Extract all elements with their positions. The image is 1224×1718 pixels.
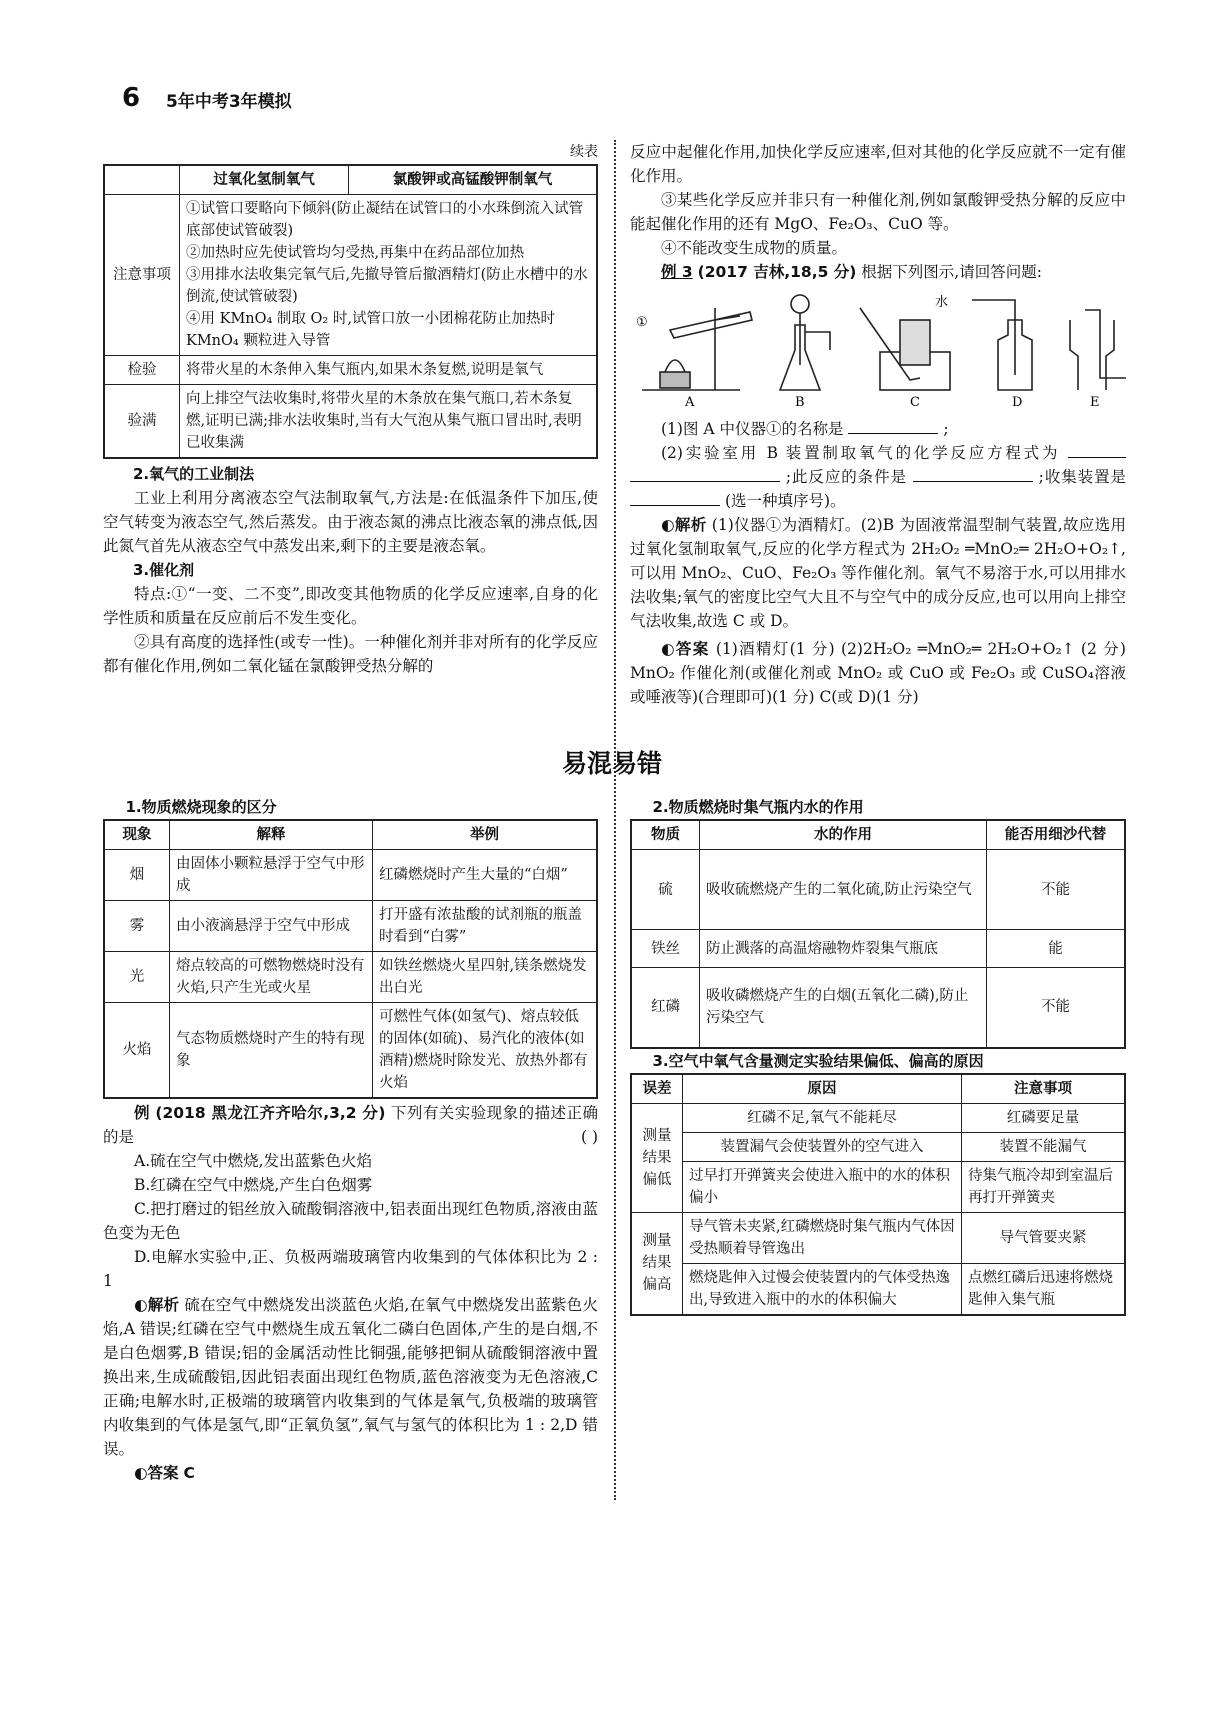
cell: 点燃红磷后迅速将燃烧匙伸入集气瓶 — [962, 1263, 1126, 1315]
fig-label-e: E — [1090, 395, 1100, 408]
group-label: 测量结果偏低 — [631, 1103, 683, 1212]
cell: 可燃性气体(如氢气)、熔点较低的固体(如硫)、易汽化的液体(如酒精)燃烧时除发光、放热外都有火焰 — [373, 1003, 598, 1099]
col-header: 误差 — [631, 1074, 683, 1104]
example-text: 根据下列图示,请回答问题: — [861, 263, 1042, 281]
example-text: 下列有关实验现象的描述正确的是 — [103, 1104, 598, 1146]
fig-marker: ① — [636, 315, 648, 330]
example-source: (2018 黑龙江齐齐哈尔,3,2 分) — [155, 1104, 386, 1122]
cell: 光 — [104, 952, 170, 1003]
answer-blank[interactable] — [848, 417, 938, 434]
cell: 不能 — [987, 968, 1126, 1048]
paragraph: ③某些化学反应并非只有一种催化剂,例如氯酸钾受热分解的反应中能起催化作用的还有 MgO、Fe₂O₃、CuO 等。 — [630, 191, 1126, 233]
full-check-cell: 向上排空气法收集时,将带火星的木条放在集气瓶口,若木条复燃,证明已满;排水法收集时,当有大气泡从集气瓶口冒出时,表明已收集满 — [180, 385, 598, 459]
book-title: 5年中考3年模拟 — [166, 92, 292, 112]
row-label: 检验 — [104, 356, 180, 385]
cell: 不能 — [987, 850, 1126, 930]
col-header: 能否用细沙代替 — [987, 820, 1126, 850]
cell: 由小液滴悬浮于空气中形成 — [170, 901, 373, 952]
option-b: B.红磷在空气中燃烧,产生白色烟雾 — [134, 1176, 373, 1194]
row-label: 验满 — [104, 385, 180, 459]
cell: 由固体小颗粒悬浮于空气中形成 — [170, 850, 373, 901]
cell: 装置漏气会使装置外的空气进入 — [683, 1132, 962, 1161]
group-label: 测量结果偏高 — [631, 1212, 683, 1315]
table-row — [631, 850, 1125, 930]
question-2 — [630, 441, 1126, 513]
answer-text: C — [183, 1464, 195, 1482]
answer-text: (1)酒精灯(1 分) (2)2H₂O₂ ═MnO₂═ 2H₂O+O₂↑ (2 分) MnO₂ 作催化剂(或催化剂或 MnO₂ 或 CuO 或 Fe₂O₃ 或 CuSO₄溶液或唾液等)(合理即可)(1 分) C(或 D)(1 分) — [630, 640, 1126, 706]
cell: 能 — [987, 930, 1126, 968]
table-row — [104, 952, 597, 1003]
table-row — [631, 1212, 1125, 1263]
column-divider — [614, 140, 616, 1500]
section-title: 易混易错 — [561, 749, 662, 778]
answer-tag: ◐答案 — [134, 1464, 179, 1482]
analysis-text: 硫在空气中燃烧发出淡蓝色火焰,在氧气中燃烧发出蓝紫色火焰,A 错误;红磷在空气中燃烧生成五氧化二磷白色固体,产生的是白烟,不是白色烟雾,B 错误;铝的金属活动性比铜强,能够把铜从硫酸铜溶液中置换出来,生成硫酸铝,因此铝表面出现红色物质,蓝色溶液变为无色溶液,C 正确;电解水时,正极端的玻璃管内收集到的气体是氧气,负极端的玻璃管内收集到的气体是氢气,即“正氧负氢”,氧气与氢气的体积比为 1 : 2,D 错误。 — [103, 1296, 598, 1458]
paragraph: 工业上利用分离液态空气法制取氧气,方法是:在低温条件下加压,使空气转变为液态空气,然后蒸发。由于液态氮的沸点比液态氧的沸点低,因此氮气首先从液态空气中蒸发出来,剩下的主要是液态氧。 — [103, 489, 598, 555]
cell: 防止溅落的高温熔融物炸裂集气瓶底 — [700, 930, 987, 968]
analysis-tag: ◐解析 — [661, 516, 707, 534]
table-row — [631, 1161, 1125, 1212]
section-heading: 3.空气中氧气含量测定实验结果偏低、偏高的原因 — [652, 1051, 984, 1070]
cell: 如铁丝燃烧火星四射,镁条燃烧发出白光 — [373, 952, 598, 1003]
fig-label-d: D — [1012, 395, 1023, 408]
analysis-tag: ◐解析 — [134, 1296, 180, 1314]
top-right-column — [630, 140, 1126, 709]
cell: 吸收硫燃烧产生的二氧化硫,防止污染空气 — [700, 850, 987, 930]
paragraph: ④不能改变生成物的质量。 — [661, 239, 848, 257]
answer-block — [630, 637, 1126, 709]
oxygen-error-table — [630, 1073, 1126, 1316]
note-item: ②加热时应先使试管均匀受热,再集中在药品部位加热 — [186, 245, 525, 261]
option-c: C.把打磨过的铝丝放入硫酸铜溶液中,铝表面出现红色物质,溶液由蓝色变为无色 — [103, 1200, 598, 1242]
paragraph: 特点:①“一变、二不变”,即改变其他物质的化学反应速率,自身的化学性质和质量在反应前后不发生变化。 — [103, 585, 598, 627]
cell: 吸收磷燃烧产生的白烟(五氧化二磷),防止污染空气 — [700, 968, 987, 1048]
answer-block — [103, 1461, 598, 1485]
question-text: (2)实验室用 B 装置制取氧气的化学反应方程式为 — [661, 444, 1061, 462]
example-intro — [103, 1101, 598, 1149]
table-row — [631, 968, 1125, 1048]
col-header: 现象 — [104, 820, 170, 850]
table-row — [631, 1263, 1125, 1315]
cell: 待集气瓶冷却到室温后再打开弹簧夹 — [962, 1161, 1126, 1212]
example-source: (2017 吉林,18,5 分) — [697, 263, 857, 281]
cell: 红磷燃烧时产生大量的“白烟” — [373, 850, 598, 901]
table-row — [104, 1003, 597, 1099]
cell: 雾 — [104, 901, 170, 952]
fig-label-c: C — [910, 395, 920, 408]
apparatus-figure — [630, 290, 1126, 408]
cell: 铁丝 — [631, 930, 700, 968]
option-d: D.电解水实验中,正、负极两端玻璃管内收集到的气体体积比为 2 : 1 — [103, 1248, 598, 1290]
col-header: 解释 — [170, 820, 373, 850]
section-heading: 3.催化剂 — [133, 561, 195, 579]
cell: 打开盛有浓盐酸的试剂瓶的瓶盖时看到“白雾” — [373, 901, 598, 952]
col-header: 原因 — [683, 1074, 962, 1104]
top-left-column — [103, 140, 598, 678]
table-row — [104, 901, 597, 952]
table-header-h2o2: 过氧化氢制氧气 — [180, 165, 349, 195]
section-heading: 2.氧气的工业制法 — [133, 465, 255, 483]
cell: 导气管要夹紧 — [962, 1212, 1126, 1263]
table-row — [104, 195, 597, 356]
answer-blank[interactable] — [630, 489, 720, 506]
analysis-text: (1)仪器①为酒精灯。(2)B 为固液常温型制气装置,故应选用过氧化氢制取氧气,反应的化学方程式为 2H₂O₂ ═MnO₂═ 2H₂O+O₂↑,可以用 MnO₂、CuO、Fe₂O₃ 等作催化剂。氧气不易溶于水,可以用排水法收集;氧气的密度比空气大且不与空气中的成分反应,也可以用向上排空气法收集,故选 C 或 D。 — [630, 516, 1126, 630]
fig-water-label: 水 — [935, 295, 949, 310]
question-text: (选一种填序号)。 — [724, 492, 846, 510]
table-corner — [104, 165, 180, 195]
table-row — [631, 930, 1125, 968]
notes-cell — [180, 195, 598, 356]
combustion-table — [103, 819, 598, 1099]
note-item: ③用排水法收集完氧气后,先撤导管后撤酒精灯(防止水槽中的水倒流,使试管破裂) — [186, 267, 588, 305]
question-1 — [630, 417, 1126, 441]
page-number: 6 — [122, 83, 141, 113]
col-header: 举例 — [373, 820, 598, 850]
table-row — [631, 1103, 1125, 1132]
col-header: 注意事项 — [962, 1074, 1126, 1104]
answer-blank[interactable] — [1068, 441, 1126, 458]
cell: 火焰 — [104, 1003, 170, 1099]
answer-blank[interactable] — [630, 465, 780, 482]
table-row — [631, 1132, 1125, 1161]
cell: 过早打开弹簧夹会使进入瓶中的水的体积偏小 — [683, 1161, 962, 1212]
table-row — [104, 356, 597, 385]
bottom-right-column — [630, 795, 1126, 1316]
bottom-left-column — [103, 795, 598, 1485]
answer-tag: ◐答案 — [661, 640, 710, 658]
paragraph: 反应中起催化作用,加快化学反应速率,但对其他的化学反应就不一定有催化作用。 — [630, 143, 1126, 185]
cell: 红磷 — [631, 968, 700, 1048]
col-header: 物质 — [631, 820, 700, 850]
answer-bracket[interactable]: ( ) — [580, 1128, 598, 1146]
table-row — [104, 385, 597, 459]
note-item: ①试管口要略向下倾斜(防止凝结在试管口的小水珠倒流入试管底部使试管破裂) — [186, 201, 584, 239]
analysis-block — [630, 513, 1126, 633]
row-label: 注意事项 — [104, 195, 180, 356]
analysis-block — [103, 1293, 598, 1461]
fig-label-a: A — [685, 395, 695, 408]
note-item: ④用 KMnO₄ 制取 O₂ 时,试管口放一小团棉花防止加热时 KMnO₄ 颗粒进入导管 — [186, 311, 555, 349]
cell: 燃烧匙伸入过慢会使装置内的气体受热逸出,导致进入瓶中的水的体积偏大 — [683, 1263, 962, 1315]
cell: 装置不能漏气 — [962, 1132, 1126, 1161]
cell: 红磷不足,氧气不能耗尽 — [683, 1103, 962, 1132]
paragraph: ②具有高度的选择性(或专一性)。一种催化剂并非对所有的化学反应都有催化作用,例如二氧化锰在氯酸钾受热分解的 — [103, 633, 598, 675]
cell: 红磷要足量 — [962, 1103, 1126, 1132]
question-text: (1)图 A 中仪器①的名称是 — [661, 420, 844, 438]
section-heading: 1.物质燃烧现象的区分 — [125, 798, 277, 816]
cell: 熔点较高的可燃物燃烧时没有火焰,只产生光或火星 — [170, 952, 373, 1003]
oxygen-prep-table — [103, 164, 598, 459]
question-text: ; — [943, 420, 949, 438]
table-header-kclo3: 氯酸钾或高锰酸钾制氧气 — [349, 165, 597, 195]
cell: 导气管未夹紧,红磷燃烧时集气瓶内气体因受热顺着导管逸出 — [683, 1212, 962, 1263]
example-label: 例 3 — [661, 263, 693, 281]
cell: 气态物质燃烧时产生的特有现象 — [170, 1003, 373, 1099]
question-text: ;此反应的条件是 — [785, 468, 907, 486]
water-role-table — [630, 819, 1126, 1049]
answer-blank[interactable] — [913, 465, 1033, 482]
cell: 硫 — [631, 850, 700, 930]
section-heading: 2.物质燃烧时集气瓶内水的作用 — [652, 798, 864, 816]
continued-table-note: 续表 — [570, 144, 598, 160]
cell: 烟 — [104, 850, 170, 901]
col-header: 水的作用 — [700, 820, 987, 850]
option-a: A.硫在空气中燃烧,发出蓝紫色火焰 — [134, 1152, 373, 1170]
fig-label-b: B — [795, 395, 805, 408]
example-3-intro — [630, 260, 1126, 284]
question-text: ;收集装置是 — [1038, 468, 1126, 486]
table-row — [104, 850, 597, 901]
test-cell: 将带火星的木条伸入集气瓶内,如果木条复燃,说明是氧气 — [180, 356, 598, 385]
example-label: 例 — [134, 1104, 150, 1122]
